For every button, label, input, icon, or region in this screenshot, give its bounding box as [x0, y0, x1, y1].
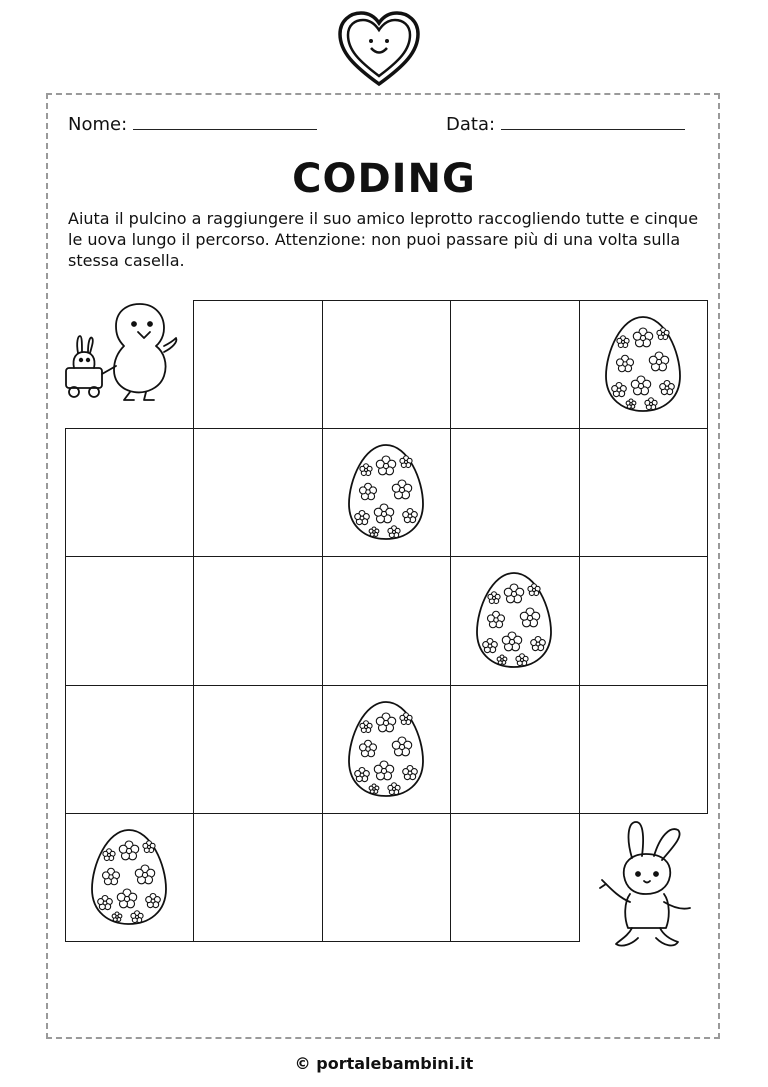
- easter-egg-icon: [603, 314, 683, 414]
- grid-cell-r3-c4[interactable]: [450, 556, 580, 686]
- grid-cell-r4-c4[interactable]: [450, 685, 580, 815]
- instructions-text: Aiuta il pulcino a raggiungere il suo amico leprotto raccogliendo tutte e cinque le uova lungo il percorso. Attenzione: non puoi passare più di una volta sulla stessa casella.: [68, 209, 699, 270]
- easter-egg-icon: [346, 699, 426, 799]
- date-field[interactable]: [446, 113, 685, 136]
- name-field[interactable]: [68, 113, 317, 136]
- name-label: Nome:: [68, 114, 128, 135]
- chick-with-cart-icon: [60, 296, 186, 408]
- grid-cell-r2-c4[interactable]: [450, 428, 580, 558]
- date-label: Data:: [446, 114, 496, 135]
- easter-egg-icon: [474, 570, 554, 670]
- grid-cell-r2-c3[interactable]: [322, 428, 452, 558]
- easter-egg-icon: [89, 827, 169, 927]
- grid-cell-r4-c5[interactable]: [579, 685, 709, 815]
- easter-egg-icon: [346, 442, 426, 542]
- grid-cell-r1-c5[interactable]: [579, 300, 709, 430]
- grid-cell-r1-c3[interactable]: [322, 300, 452, 430]
- grid-cell-r3-c5[interactable]: [579, 556, 709, 686]
- grid-cell-r3-c1[interactable]: [65, 556, 195, 686]
- grid-cell-r2-c5[interactable]: [579, 428, 709, 558]
- name-line[interactable]: [133, 113, 317, 130]
- grid-cell-r2-c1[interactable]: [65, 428, 195, 558]
- page-title: CODING: [292, 156, 476, 202]
- footer-copyright: © portalebambini.it: [294, 1054, 474, 1073]
- grid-cell-r1-c4[interactable]: [450, 300, 580, 430]
- grid-cell-r5-c1[interactable]: [65, 813, 195, 943]
- bunny-icon: [598, 818, 702, 952]
- grid-cell-r5-c4[interactable]: [450, 813, 580, 943]
- grid-cell-r3-c2[interactable]: [193, 556, 323, 686]
- grid-cell-r4-c3[interactable]: [322, 685, 452, 815]
- grid-cell-r3-c3[interactable]: [322, 556, 452, 686]
- heart-smiley-logo-icon: [334, 8, 424, 90]
- grid-cell-r5-c2[interactable]: [193, 813, 323, 943]
- date-line[interactable]: [501, 113, 685, 130]
- grid-cell-r1-c2[interactable]: [193, 300, 323, 430]
- grid-cell-r4-c1[interactable]: [65, 685, 195, 815]
- grid-cell-r5-c3[interactable]: [322, 813, 452, 943]
- grid-cell-r2-c2[interactable]: [193, 428, 323, 558]
- grid-cell-r4-c2[interactable]: [193, 685, 323, 815]
